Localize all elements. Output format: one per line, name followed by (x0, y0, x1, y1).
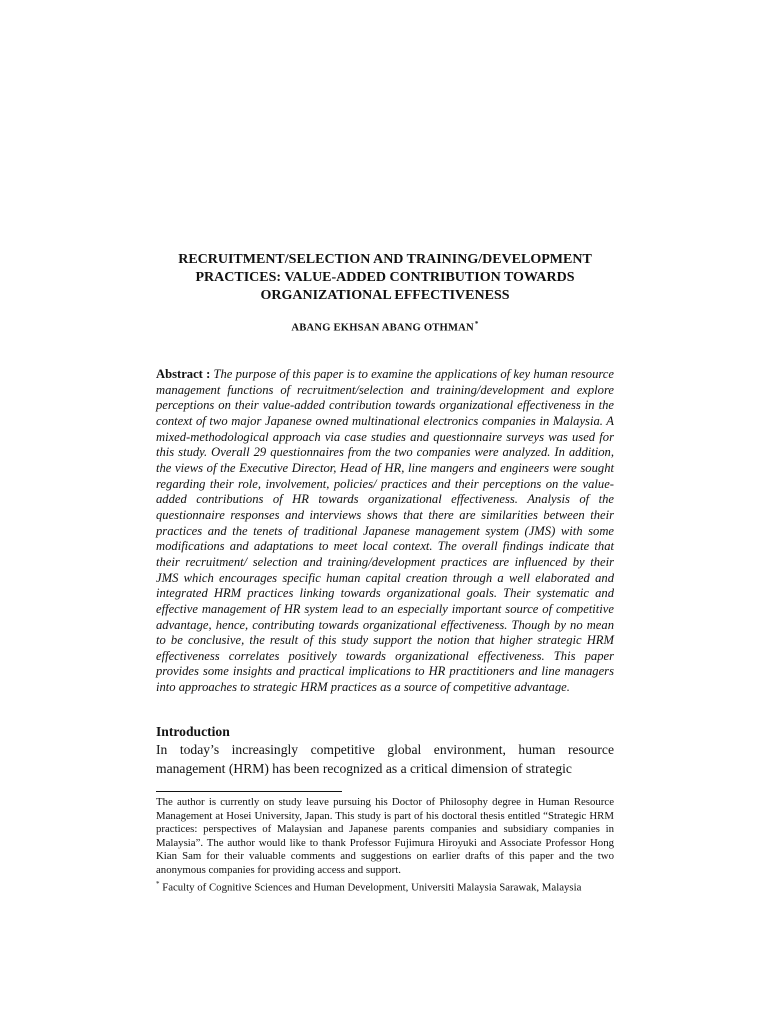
introduction-heading: Introduction (156, 724, 230, 739)
footnote-2-text: Faculty of Cognitive Sciences and Human Development, Universiti Malaysia Sarawak, Malaysia (159, 881, 582, 894)
footnote-2 (156, 878, 614, 895)
title-line-1: RECRUITMENT/SELECTION AND TRAINING/DEVELOPMENT (178, 252, 592, 267)
footnotes (156, 796, 614, 895)
author-line (156, 320, 614, 334)
author-footnote-mark: * (474, 320, 479, 328)
author-name: ABANG EKHSAN ABANG OTHMAN (291, 322, 474, 334)
abstract-label: Abstract : (156, 367, 214, 381)
title-line-3: ORGANIZATIONAL EFFECTIVENESS (260, 288, 510, 303)
paper-page (156, 0, 614, 1024)
introduction-text: In today’s increasingly competitive global environment, human resource management (HRM) has been recognized as a critical dimension of strategic (156, 742, 614, 776)
abstract-text: The purpose of this paper is to examine the applications of key human resource management functions of recruitment/selection and training/development and explore perceptions on their value-added contribution towards organizational effectiveness in the context of two major Japanese owned multinational electronics companies in Malaysia. A mixed-methodological approach via case studies and questionnaire surveys was used for this study. Overall 29 questionnaires from the two companies were analyzed. In addition, the views of the Executive Director, Head of HR, line mangers and engineers were sought regarding their role, involvement, policies/ practices and their perceptions on the value-added contributions of HR towards organizational effectiveness. Analysis of the questionnaire responses and interviews shows that there are similarities between their practices and the tenets of traditional Japanese management system (JMS) with some modifications and adaptations to meet local context. The overall findings indicate that their recruitment/ selection and training/development practices are influenced by their JMS which encourages specific human capital creation through a well elaborated and integrated HRM practices linking towards organizational goals. Their systematic and effective management of HR system lead to an especially important source of competitive advantage, hence, contributing towards organizational effectiveness. Though by no mean to be conclusive, the result of this study support the notion that higher strategic HRM effectiveness correlates positively towards organizational effectiveness. This paper provides some insights and practical implications to HR practitioners and line managers into approaches to strategic HRM practices as a source of competitive advantage. (156, 367, 614, 695)
title-line-2: PRACTICES: VALUE-ADDED CONTRIBUTION TOWARDS (195, 270, 575, 285)
abstract (156, 367, 614, 696)
footnote-divider (156, 791, 342, 792)
footnote-2-mark: * (156, 879, 160, 888)
paper-title (156, 251, 614, 305)
footnote-1: The author is currently on study leave pursuing his Doctor of Philosophy degree in Human Resource Management at Hosei University, Japan. This study is part of his doctoral thesis entitled “Strategic HRM practices: perspectives of Malaysian and Japanese parents companies and subsidiary companies in Malaysia”. The author would like to thank Professor Fujimura Hiroyuki and Associate Professor Hong Kian Sam for their valuable comments and suggestions on earlier drafts of this paper and the two anonymous companies for providing access and support. (156, 796, 614, 876)
